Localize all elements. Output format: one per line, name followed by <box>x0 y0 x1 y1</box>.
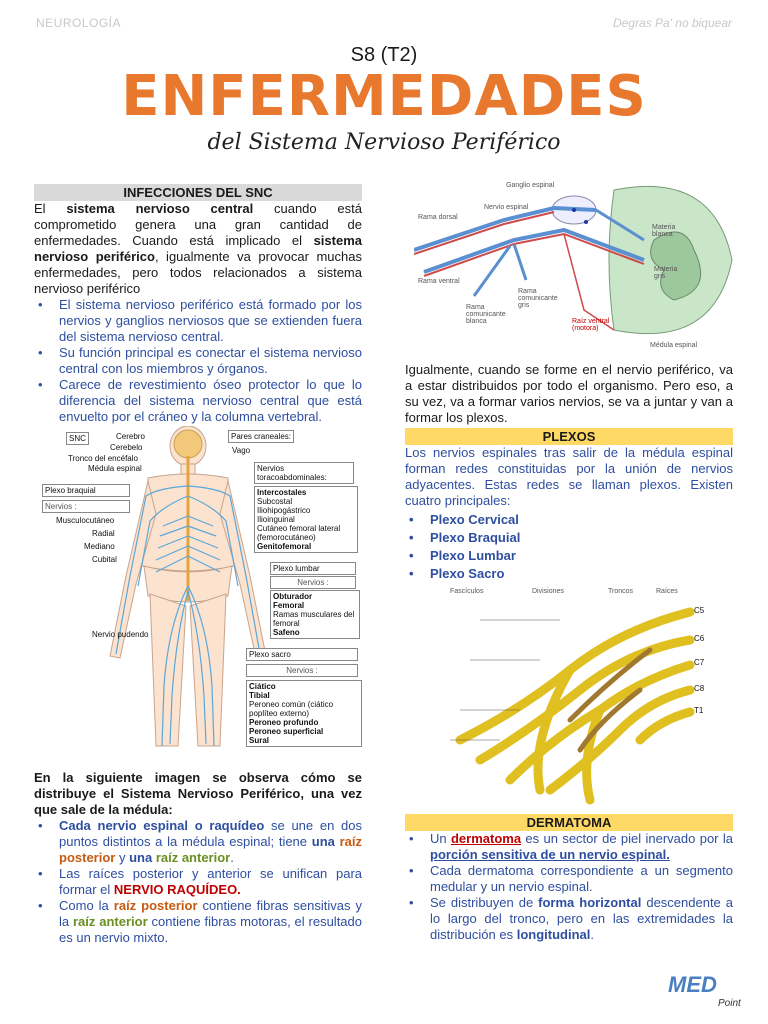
label-lumbar: Plexo lumbar <box>270 562 356 575</box>
list-item: • Cada dermatoma correspondiente a un segmento medular y un nervio espinal. <box>405 863 733 895</box>
label-vago: Vago <box>232 446 251 455</box>
plexos-heading: PLEXOS <box>405 428 733 445</box>
braquial-item: Mediano <box>84 542 115 551</box>
text-run: porción sensitiva de un nervio espinal. <box>430 847 670 862</box>
sacro-item: Peroneo profundo <box>249 718 319 727</box>
root-label: C5 <box>694 606 705 615</box>
text-run: una <box>311 834 340 849</box>
root-label: C7 <box>694 658 705 667</box>
label-cerebro: Cerebro <box>116 432 145 441</box>
list-item <box>34 818 362 866</box>
lumbar-item: Safeno <box>273 628 300 637</box>
text-run: raíz posterior <box>113 898 198 913</box>
nervous-system-figure <box>38 426 360 760</box>
sacro-list <box>246 680 362 747</box>
session-code: S8 (T2) <box>350 44 418 66</box>
text-run: sistema nervioso central <box>66 201 254 216</box>
label-rcg: Rama comunicante gris <box>518 288 558 309</box>
braquial-item: Radial <box>92 529 115 538</box>
text-run: contiene fibras motoras, el resultado es un nervio mixto. <box>59 914 363 945</box>
label-ganglio: Ganglio espinal <box>506 182 555 189</box>
label-braquial-nervios: Nervios : <box>42 500 130 513</box>
list-item <box>34 898 362 946</box>
label-lumbar-nervios: Nervios : <box>270 576 356 589</box>
text-run: dermatoma <box>450 831 522 846</box>
label-nervio-espinal: Nervio espinal <box>484 204 529 211</box>
infecciones-heading: INFECCIONES DEL SNC <box>34 184 362 201</box>
label-sacro: Plexo sacro <box>246 648 358 661</box>
label-raices: Raíces <box>656 588 678 595</box>
lumbar-list <box>270 590 360 639</box>
dermatoma-section <box>405 814 733 943</box>
label-cerebelo: Cerebelo <box>110 443 143 452</box>
sacro-item: Peroneo común (ciático poplíteo externo) <box>249 700 334 718</box>
list-item: • El sistema nervioso periférico está formado por los nervios y ganglios nerviosos que se extienden fuera del sistema nervioso central. <box>34 297 362 345</box>
plexos-paragraph: Los nervios espinales tras salir de la médula espinal forman redes constituidas por la unión de nervios adyacentes. Estas redes se llaman plexos. Existen cuatro principales: <box>405 445 733 508</box>
text-run: raíz anterior <box>155 850 231 865</box>
root-label: T1 <box>694 706 704 715</box>
label-rama-dorsal: Rama dorsal <box>418 214 458 221</box>
igualmente-paragraph: Igualmente, cuando se forme en el nervio periférico, va a estar distribuidos por todo el organismo. Pero eso, a su vez, va a formar varios nervios, se va a juntar y van a formar los plexos. <box>405 362 733 425</box>
text-run: sistema nervioso periférico <box>34 233 362 264</box>
label-materia-gris: Materia gris <box>654 266 678 280</box>
label-rama-ventral: Rama ventral <box>418 278 460 285</box>
text-run: contiene fibras sensitivas y la <box>59 898 362 929</box>
braquial-item: Cubital <box>92 555 117 564</box>
infecciones-list <box>34 297 362 425</box>
lumbar-item: Ramas musculares del femoral <box>273 610 355 628</box>
list-item: • Plexo Cervical <box>405 511 733 529</box>
header-left: NEUROLOGÍA <box>36 16 122 30</box>
infecciones-section <box>34 184 362 425</box>
text-run: forma horizontal <box>538 895 642 910</box>
text-run: Las raíces posterior y anterior se unifican para formar el <box>59 866 362 897</box>
label-sacro-nervios: Nervios : <box>246 664 358 677</box>
text-run: una <box>129 850 156 865</box>
toraco-item: Intercostales <box>257 488 307 497</box>
braquial-item: Musculocutáneo <box>56 516 115 525</box>
page-subtitle: del Sistema Nervioso Periférico <box>207 130 561 155</box>
root-label: C8 <box>694 684 705 693</box>
lumbar-item: Femoral <box>273 601 305 610</box>
label-braquial: Plexo braquial <box>42 484 130 497</box>
header-right: Degras Pa' no biquear <box>612 16 732 30</box>
label-medula: Médula espinal <box>88 464 142 473</box>
text-run: . <box>590 927 594 942</box>
label-raiz-ventral: Raíz ventral (motora) <box>572 318 610 332</box>
sacro-item: Ciático <box>249 682 276 691</box>
infecciones-paragraph <box>34 201 362 297</box>
list-item: • Plexo Sacro <box>405 565 733 583</box>
text-run: es un sector de piel inervado por la <box>521 831 733 846</box>
text-run: Como la <box>59 898 114 913</box>
text-run: Se distribuyen de <box>430 895 539 910</box>
right-text-block <box>405 362 733 583</box>
label-troncos: Troncos <box>608 588 634 595</box>
text-run: raíz anterior <box>72 914 148 929</box>
dermatoma-heading: DERMATOMA <box>405 814 733 831</box>
text-run: Cada nervio espinal o raquídeo <box>59 818 265 833</box>
dermatoma-list <box>405 831 733 943</box>
toraco-item: Cutáneo femoral lateral (femorocutáneo) <box>257 524 341 542</box>
text-run: se une en dos puntos distintos a la médula espinal; tiene <box>59 818 362 849</box>
label-divisiones: Divisiones <box>532 588 564 595</box>
text-run: y <box>115 850 130 865</box>
sacro-item: Sural <box>249 736 270 745</box>
label-fasciculos: Fascículos <box>450 588 484 595</box>
toraco-item: Iliohipogástrico <box>257 506 311 515</box>
text-run: , igualmente va provocar muchas enfermedades, pero todos relacionados a sistema nervioso periférico <box>34 249 362 296</box>
list-item: • Plexo Braquial <box>405 529 733 547</box>
plexus-illustration <box>420 590 720 808</box>
medula-list <box>34 818 362 946</box>
text-run: descendente a lo largo del tronco, pero en las extremidades la distribución es <box>430 895 733 942</box>
logo-med: MED <box>668 972 717 997</box>
toraco-item: Ilioinguinal <box>257 515 295 524</box>
root-label: C6 <box>694 634 705 643</box>
toraco-item: Genitofemoral <box>257 542 312 551</box>
plexos-list <box>405 511 733 583</box>
label-pares: Pares craneales: <box>228 430 294 443</box>
brachial-plexus-figure <box>420 590 720 808</box>
label-rcb: Rama comunicante blanca <box>466 304 506 325</box>
label-tronco: Tronco del encéfalo <box>68 454 138 463</box>
medula-section <box>34 770 362 946</box>
text-run: longitudinal <box>516 927 591 942</box>
text-run: . <box>230 850 234 865</box>
label-toraco: Nervios toracoabdominales: <box>254 462 354 484</box>
sacro-item: Peroneo superficial <box>249 727 324 736</box>
list-item <box>405 831 733 863</box>
page-title: ENFERMEDADES <box>121 64 647 129</box>
list-item: • Plexo Lumbar <box>405 547 733 565</box>
label-snc: SNC <box>66 432 89 445</box>
spinal-nerve-figure <box>414 180 734 352</box>
text-run: Un <box>430 831 451 846</box>
sacro-item: Tibial <box>249 691 270 700</box>
list-item <box>405 895 733 943</box>
label-pudendo: Nervio pudendo <box>92 630 149 639</box>
text-run: El <box>34 201 67 216</box>
list-item <box>34 866 362 898</box>
label-medula-espinal: Médula espinal <box>650 342 698 349</box>
text-run: raíz posterior <box>59 834 362 865</box>
list-item: • Carece de revestimiento óseo protector lo que lo diferencia del sistema nervioso central que está envuelto por el cráneo y la columna vertebral. <box>34 377 362 425</box>
text-run: NERVIO RAQUÍDEO. <box>113 882 241 897</box>
medula-intro: En la siguiente imagen se observa cómo se distribuye el Sistema Nervioso Periférico, una vez que sale de la médula: <box>34 770 362 817</box>
label-materia-blanca: Materia blanca <box>652 224 676 238</box>
toraco-list <box>254 486 358 553</box>
list-item: • Su función principal es conectar el sistema nervioso central con los miembros y órganos. <box>34 345 362 377</box>
toraco-item: Subcostal <box>257 497 293 506</box>
text-run: cuando está comprometido genera una gran cantidad de enfermedades. Cuando está implicado el <box>34 201 362 248</box>
lumbar-item: Obturador <box>273 592 313 601</box>
logo-point: Point <box>718 998 741 1009</box>
